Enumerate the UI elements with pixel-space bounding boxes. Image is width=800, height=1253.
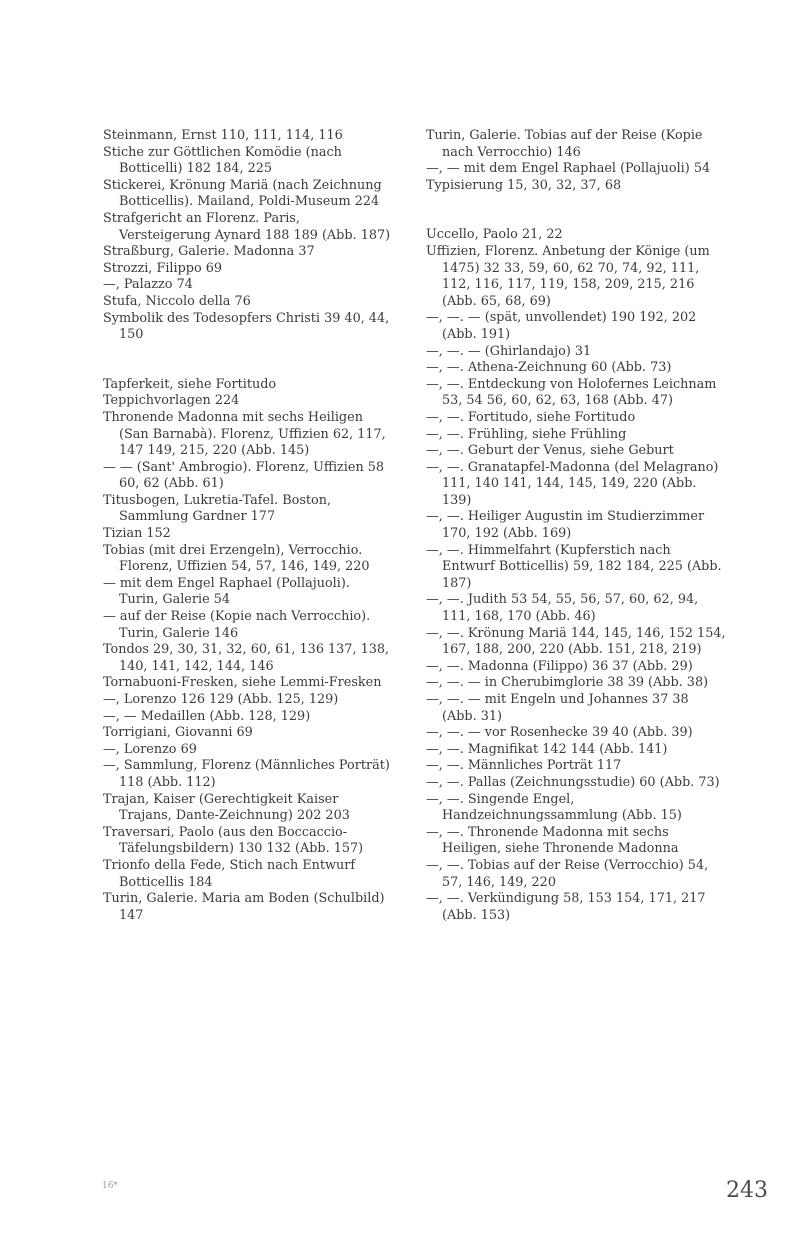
- entry-group-u: [426, 227, 726, 924]
- right-column: [426, 128, 726, 924]
- index-entry: Trajan, Kaiser (Gerechtigkeit Kaiser Trajans, Dante-Zeichnung) 202 203: [103, 791, 350, 824]
- index-entry: Trionfo della Fede, Stich nach Entwurf Botticellis 184: [103, 857, 356, 890]
- index-entry: —, — mit dem Engel Raphael (Pollajuoli) 54: [426, 161, 711, 177]
- index-entry: —, —. Heiliger Augustin im Studierzimmer 170, 192 (Abb. 169): [426, 509, 705, 542]
- index-entry: —, —. Athena-Zeichnung 60 (Abb. 73): [426, 360, 672, 376]
- index-entry: Uffizien, Florenz. Anbetung der Könige (um 1475) 32 33, 59, 60, 62 70, 74, 92, 111, 112, 116, 117, 119, 158, 209, 215, 216 (Abb. 65, 68, 69): [426, 243, 710, 309]
- index-entry: Torrigiani, Giovanni 69: [103, 725, 253, 741]
- index-entry: —, —. Madonna (Filippo) 36 37 (Abb. 29): [426, 658, 693, 674]
- section-gap: [103, 344, 391, 377]
- index-entry: Steinmann, Ernst 110, 111, 114, 116: [103, 128, 343, 143]
- index-entry: —, —. Magnifikat 142 144 (Abb. 141): [426, 741, 668, 757]
- index-entry: Tobias (mit drei Erzengeln), Verrocchio. Florenz, Uffizien 54, 57, 146, 149, 220: [103, 542, 370, 575]
- index-entry: Traversari, Paolo (aus den Boccaccio-Täfelungsbildern) 130 132 (Abb. 157): [103, 824, 364, 857]
- index-entry: —, Sammlung, Florenz (Männliches Porträt) 118 (Abb. 112): [103, 758, 390, 790]
- index-entry: —, —. Entdeckung von Holofernes Leichnam 53, 54 56, 60, 62, 63, 168 (Abb. 47): [426, 376, 717, 409]
- index-entry: — — (Sant' Ambrogio). Florenz, Uffizien 58 60, 62 (Abb. 61): [103, 459, 385, 492]
- index-entry: —, Lorenzo 69: [103, 741, 197, 757]
- index-entry: Tondos 29, 30, 31, 32, 60, 61, 136 137, 138, 140, 141, 142, 144, 146: [103, 642, 390, 674]
- index-entry: —, Lorenzo 126 129 (Abb. 125, 129): [103, 692, 339, 707]
- entry-group-s: [103, 128, 391, 344]
- entry-group-t-continued: [426, 128, 726, 194]
- index-entry: — auf der Reise (Kopie nach Verrocchio). Turin, Galerie 146: [103, 609, 371, 641]
- index-entry: Stiche zur Göttlichen Komödie (nach Botticelli) 182 184, 225: [103, 144, 342, 177]
- page-number: 243: [726, 1178, 768, 1203]
- index-entry: —, —. Singende Engel, Handzeichnungssammlung (Abb. 15): [426, 791, 682, 824]
- index-entry: —, — Medaillen (Abb. 128, 129): [103, 708, 311, 724]
- index-entry: Turin, Galerie. Maria am Boden (Schulbild) 147: [103, 891, 385, 923]
- index-entry: —, —. Thronende Madonna mit sechs Heiligen, siehe Thronende Madonna: [426, 824, 679, 857]
- index-entry: —, —. Verkündigung 58, 153 154, 171, 217 (Abb. 153): [426, 891, 706, 923]
- index-entry: Turin, Galerie. Tobias auf der Reise (Kopie nach Verrocchio) 146: [426, 128, 703, 160]
- index-entry: —, —. — (Ghirlandajo) 31: [426, 343, 592, 359]
- index-entry: Tapferkeit, siehe Fortitudo: [103, 376, 277, 392]
- signature-mark: 16*: [102, 1181, 118, 1191]
- index-entry: Symbolik des Todesopfers Christi 39 40, 44, 150: [103, 310, 390, 343]
- index-entry: Straßburg, Galerie. Madonna 37: [103, 244, 315, 260]
- index-entry: Strozzi, Filippo 69: [103, 260, 223, 276]
- index-entry: —, —. — in Cherubimglorie 38 39 (Abb. 38): [426, 675, 709, 691]
- index-entry: Typisierung 15, 30, 32, 37, 68: [426, 177, 622, 193]
- index-entry: — mit dem Engel Raphael (Pollajuoli). Turin, Galerie 54: [103, 575, 350, 608]
- index-entry: —, —. Pallas (Zeichnungsstudie) 60 (Abb. 73): [426, 774, 720, 790]
- index-entry: —, —. Tobias auf der Reise (Verrocchio) 54, 57, 146, 149, 220: [426, 857, 709, 890]
- left-column: [103, 128, 391, 924]
- index-entry: Stufa, Niccolo della 76: [103, 293, 251, 309]
- index-entry: —, —. Geburt der Venus, siehe Geburt: [426, 443, 674, 459]
- section-gap: [426, 194, 726, 227]
- index-entry: —, —. — vor Rosenhecke 39 40 (Abb. 39): [426, 725, 693, 741]
- index-entry: Tizian 152: [103, 526, 171, 542]
- index-entry: —, —. Fortitudo, siehe Fortitudo: [426, 409, 636, 425]
- index-entry: Strafgericht an Florenz. Paris, Versteigerung Aynard 188 189 (Abb. 187): [103, 210, 391, 243]
- index-entry: —, —. Judith 53 54, 55, 56, 57, 60, 62, 94, 111, 168, 170 (Abb. 46): [426, 592, 699, 625]
- index-entry: Stickerei, Krönung Mariä (nach Zeichnung Botticellis). Mailand, Poldi-Museum 224: [103, 177, 382, 210]
- entry-group-t: [103, 377, 391, 925]
- index-entry: Thronende Madonna mit sechs Heiligen (San Barnabà). Florenz, Uffizien 62, 117, 147 149, 215, 220 (Abb. 145): [103, 409, 386, 459]
- index-entry: Uccello, Paolo 21, 22: [426, 227, 563, 243]
- index-entry: Titusbogen, Lukretia-Tafel. Boston, Sammlung Gardner 177: [103, 492, 332, 525]
- index-entry: Tornabuoni-Fresken, siehe Lemmi-Fresken: [103, 675, 382, 691]
- index-entry: —, —. — mit Engeln und Johannes 37 38 (Abb. 31): [426, 692, 689, 724]
- index-entry: —, Palazzo 74: [103, 277, 193, 293]
- index-entry: —, —. — (spät, unvollendet) 190 192, 202 (Abb. 191): [426, 310, 697, 342]
- index-entry: Teppichvorlagen 224: [103, 393, 240, 409]
- index-entry: —, —. Männliches Porträt 117: [426, 758, 622, 774]
- index-entry: —, —. Frühling, siehe Frühling: [426, 426, 627, 442]
- index-entry: —, —. Granatapfel-Madonna (del Melagrano) 111, 140 141, 144, 145, 149, 220 (Abb. 139): [426, 459, 719, 508]
- index-entry: —, —. Himmelfahrt (Kupferstich nach Entwurf Botticellis) 59, 182 184, 225 (Abb. 187): [426, 542, 722, 591]
- index-entry: —, —. Krönung Mariä 144, 145, 146, 152 154, 167, 188, 200, 220 (Abb. 151, 218, 219): [426, 625, 726, 658]
